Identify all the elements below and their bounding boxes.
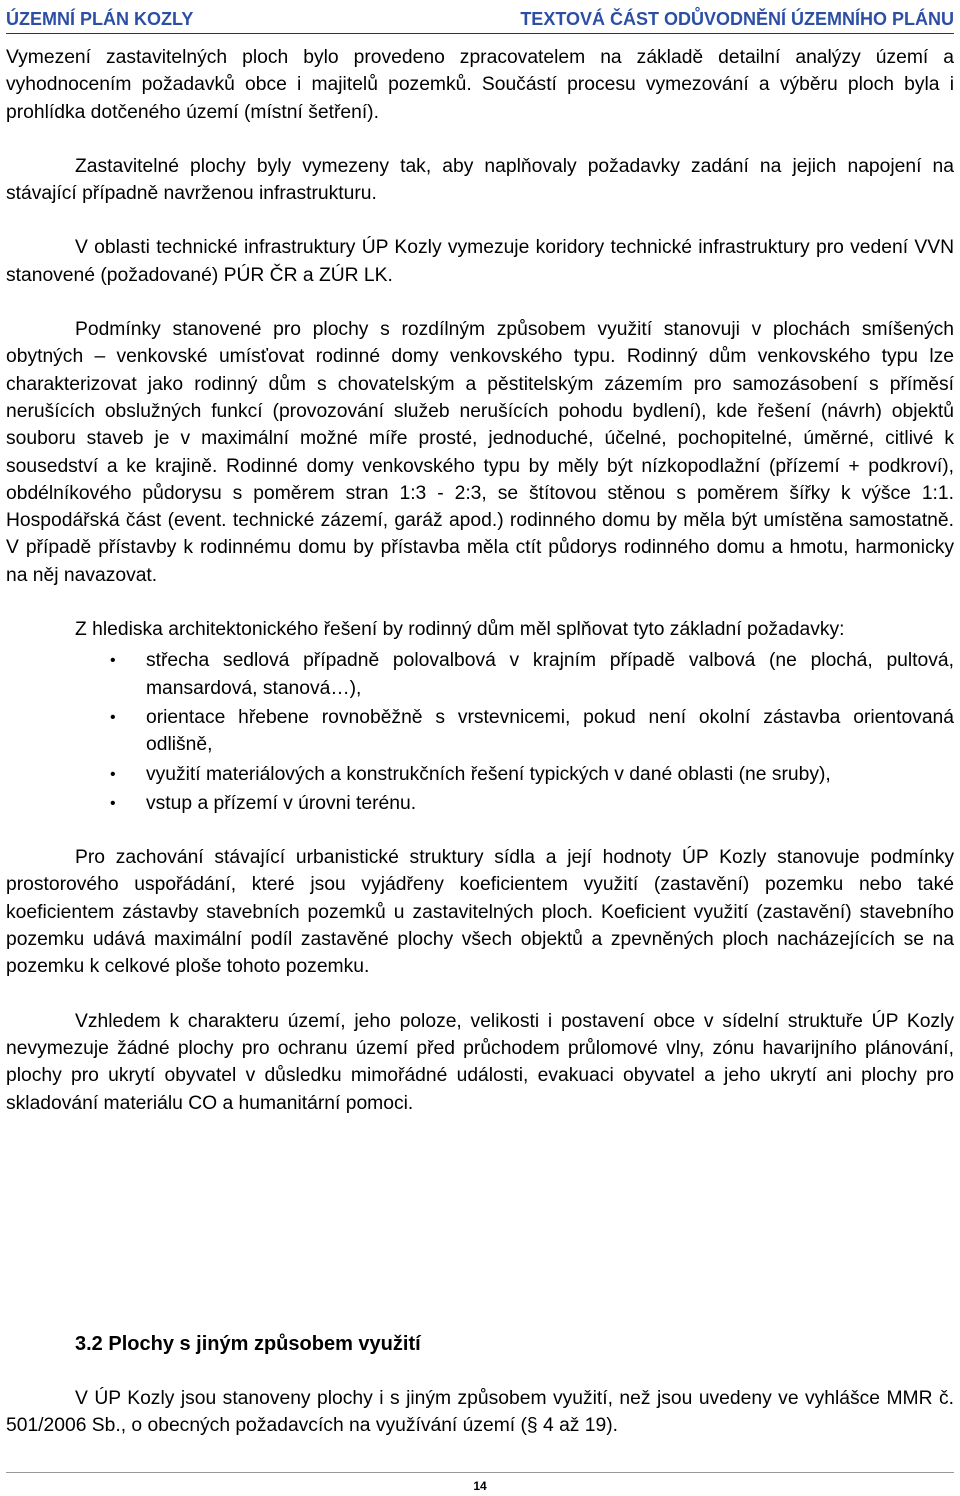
bullet-icon: • bbox=[110, 708, 116, 726]
list-item-text: střecha sedlová případně polovalbová v krajním případě valbová (ne plochá, pultová, mansardová, stanová…), bbox=[146, 650, 954, 699]
bullet-icon: • bbox=[110, 652, 116, 670]
section-heading: 3.2 Plochy s jiným způsobem využití bbox=[75, 1333, 421, 1355]
paragraph-podminky-plochy: Podmínky stanovené pro plochy s rozdílným způsobem využití stanovuji v plochách smíšených obytných – venkovské umísťovat rodinné domy venkovského typu. Rodinný dům venkovského typu lze charakterizovat jako rodinný dům s chovatelským a pěstitelským zázemím pro samozásobení s příměsí nerušících obslužných funkcí (provozování služeb nerušících pohodu bydlení), kde řešení (návrh) objektů souboru staveb je v maximální možné míře prosté, jednoduché, účelné, pochopitelné, úměrné, citlivé k sousedství a ke krajině. Rodinné domy venkovského typu by měly být nízkopodlažní (přízemí + podkroví), obdélníkového půdorysu s poměrem stran 1:3 - 2:3, se štítovou stěnou s poměrem šířky k výšce 1:1. Hospodářská část (event. technické zázemí, garáž apod.) rodinného domu by měla být umístěna samostatně. V případě přístavby k rodinnému domu by přístavba měla ctít půdorys rodinného domu a hmotu, harmonicky na něj navazovat. bbox=[6, 319, 954, 586]
paragraph-napojeni-infrastruktura: Zastavitelné plochy byly vymezeny tak, aby naplňovaly požadavky zadání na jejich napojení na stávající případně navrženou infrastrukturu. bbox=[6, 155, 954, 205]
list-item bbox=[6, 704, 954, 759]
paragraph-ochrana-uzemi: Vzhledem k charakteru území, jeho poloze, velikosti i postavení obce v sídelní struktuře ÚP Kozly nevymezuje žádné plochy pro ochranu území před průchodem průlomové vlny, zónu havarijního plánování, plochy pro ukrytí obyvatel v důsledku mimořádné události, evakuaci obyvatel a jeho ukrytí ani plochy pro skladování materiálu CO a humanitární pomoci. bbox=[6, 1010, 954, 1114]
list-item bbox=[6, 761, 954, 788]
list-item-text: využití materiálových a konstrukčních řešení typických v dané oblasti (ne sruby), bbox=[146, 763, 831, 785]
header-section-title: TEXTOVÁ ČÁST ODŮVODNĚNÍ ÚZEMNÍHO PLÁNU bbox=[520, 9, 954, 29]
paragraph-architektonicke-reseni: Z hlediska architektonického řešení by rodinný dům měl splňovat tyto základní požadavky: bbox=[75, 619, 845, 641]
page-number: 14 bbox=[473, 1479, 487, 1493]
list-item bbox=[6, 790, 954, 817]
list-item-text: vstup a přízemí v úrovni terénu. bbox=[146, 792, 417, 814]
paragraph-jiny-zpusob-vyuziti: V ÚP Kozly jsou stanoveny plochy i s jiným způsobem využití, než jsou uvedeny ve vyhlášce MMR č. 501/2006 Sb., o obecných požadavcích na využívání území (§ 4 až 19). bbox=[6, 1388, 954, 1437]
bullet-icon: • bbox=[110, 794, 116, 812]
requirements-list bbox=[6, 647, 954, 817]
bullet-icon: • bbox=[110, 765, 116, 783]
page-header bbox=[6, 4, 954, 34]
paragraph-technicka-infrastruktura: V oblasti technické infrastruktury ÚP Kozly vymezuje koridory technické infrastruktury pro vedení VVN stanovené (požadované) PÚR ČR a ZÚR LK. bbox=[6, 237, 954, 286]
paragraph-urbanisticka-struktura: Pro zachování stávající urbanistické struktury sídla a její hodnoty ÚP Kozly stanovuje podmínky prostorového uspořádání, které jsou vyjádřeny koeficientem využití (zastavění) pozemku nebo také koeficientem zástavby stavebních pozemků u zastavitelných ploch. Koeficient využití (zastavění) stavebního pozemku udává maximální podíl zastavěné plochy všech objektů a zpevněných ploch nacházejících se na pozemku k celkové ploše tohoto pozemku. bbox=[6, 847, 954, 978]
list-item bbox=[6, 647, 954, 702]
document-body bbox=[6, 44, 954, 1117]
header-document-title: ÚZEMNÍ PLÁN KOZLY bbox=[6, 9, 194, 29]
paragraph-zastavitelne-plochy-vymezeni: Vymezení zastavitelných ploch bylo provedeno zpracovatelem na základě detailní analýzy území a vyhodnocením požadavků obce i majitelů pozemků. Součástí procesu vymezování a výběru ploch byla i prohlídka dotčeného území (místní šetření). bbox=[6, 47, 954, 123]
footer-divider bbox=[6, 1472, 954, 1473]
list-item-text: orientace hřebene rovnoběžně s vrstevnicemi, pokud není okolní zástavba orientovaná odlišně, bbox=[146, 706, 954, 756]
